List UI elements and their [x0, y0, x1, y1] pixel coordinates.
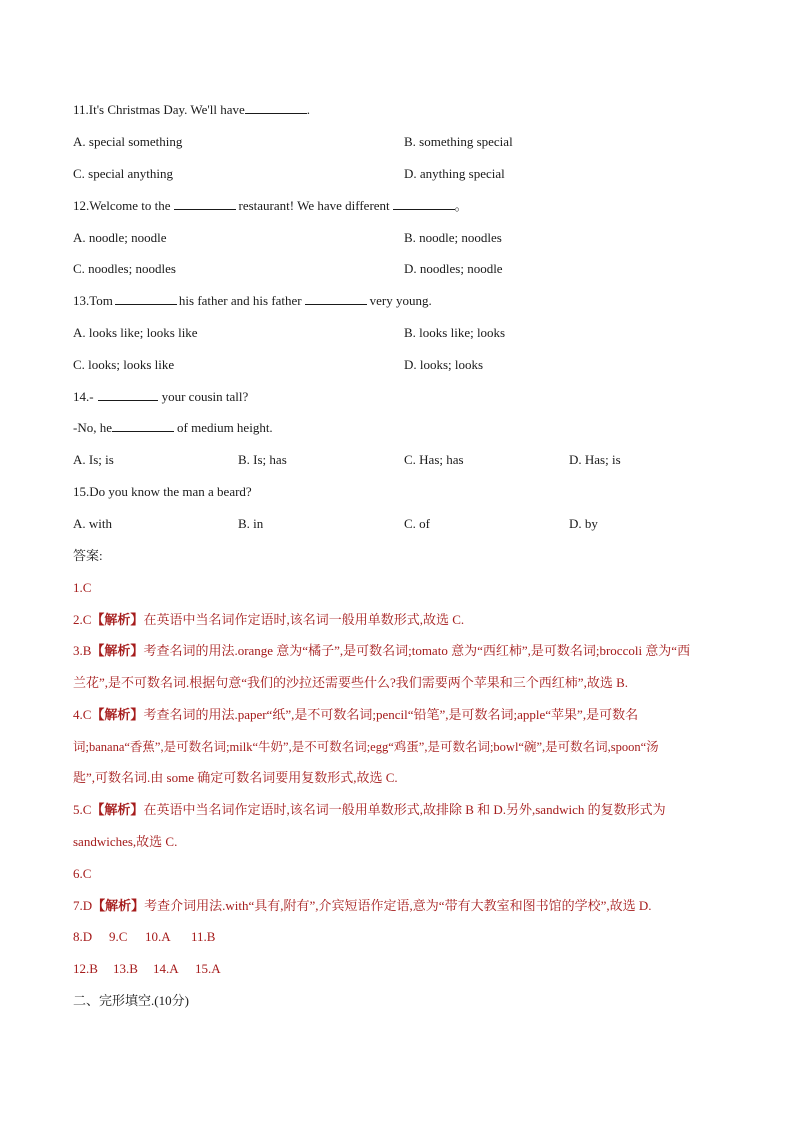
section-2-heading: 二、完形填空.(10分) [73, 993, 189, 1008]
answer-4: 4.C【解析】考查名词的用法.paper“纸”,是不可数名词;pencil“铅笔”,是可数名词;apple“苹果”,是可数名 [73, 707, 639, 722]
answers-heading: 答案: [73, 548, 103, 563]
answer-blank [245, 101, 307, 114]
answer-5: 5.C【解析】在英语中当名词作定语时,该名词一般用单数形式,故排除 B 和 D.另外,sandwich 的复数形式为 [73, 802, 666, 817]
answer-4-continued-2: 匙”,可数名词.由 some 确定可数名词要用复数形式,故选 C. [73, 770, 398, 785]
question-14-reply: -No, he of medium height. [73, 420, 273, 435]
question-14-stem: 14.- your cousin tall? [73, 389, 249, 404]
answer-blank [115, 292, 177, 305]
question-12-stem: 12.Welcome to the restaurant! We have different 。 [73, 198, 468, 213]
answer-blank [174, 197, 236, 210]
answer-3-continued: 兰花”,是不可数名词.根据句意“我们的沙拉还需要些什么?我们需要两个苹果和三个西红柿”,故选 B. [73, 675, 629, 690]
option-c: C. noodles; noodles [73, 261, 176, 276]
option-c: C. of [404, 516, 430, 531]
option-d: D. looks; looks [404, 357, 484, 372]
option-a: A. noodle; noodle [73, 230, 167, 245]
option-b: B. Is; has [238, 452, 287, 467]
analysis-tag: 【解析】 [91, 802, 144, 817]
answer-4-continued: 词;banana“香蕉”,是可数名词;milk“牛奶”,是不可数名词;egg“鸡蛋”,是可数名词;bowl“碗”,是可数名词,spoon“汤 [73, 740, 659, 754]
option-d: D. noodles; noodle [404, 261, 503, 276]
question-11-stem: 11.It's Christmas Day. We'll have . [73, 102, 311, 117]
answer-blank [98, 388, 158, 401]
option-a: A. looks like; looks like [73, 325, 198, 340]
answer-6: 6.C [73, 866, 92, 881]
option-c: C. looks; looks like [73, 357, 175, 372]
answers-row-12-15: 12.B 13.B 14.A 15.A [73, 961, 221, 976]
option-b: B. in [238, 516, 264, 531]
question-13-stem: 13.Tom his father and his father very young. [73, 293, 432, 308]
option-b: B. noodle; noodles [404, 230, 502, 245]
option-a: A. with [73, 516, 112, 531]
answer-blank [393, 197, 455, 210]
answer-blank [305, 292, 367, 305]
option-d: D. anything special [404, 166, 505, 181]
option-b: B. looks like; looks [404, 325, 506, 340]
option-c: C. special anything [73, 166, 174, 181]
analysis-tag: 【解析】 [91, 612, 144, 627]
option-a: A. special something [73, 134, 183, 149]
analysis-tag: 【解析】 [92, 898, 145, 913]
option-d: D. Has; is [569, 452, 621, 467]
answer-7: 7.D【解析】考查介词用法.with“具有,附有”,介宾短语作定语,意为“带有大教室和图书馆的学校”,故选 D. [73, 898, 652, 913]
option-d: D. by [569, 516, 598, 531]
question-15-stem: 15.Do you know the man a beard? [73, 484, 252, 499]
option-c: C. Has; has [404, 452, 464, 467]
answer-2: 2.C【解析】在英语中当名词作定语时,该名词一般用单数形式,故选 C. [73, 612, 465, 627]
analysis-tag: 【解析】 [91, 707, 144, 722]
answer-3: 3.B【解析】考查名词的用法.orange 意为“橘子”,是可数名词;tomato 意为“西红柿”,是可数名词;broccoli 意为“西 [73, 643, 691, 658]
answer-blank [112, 419, 174, 432]
answer-1: 1.C [73, 580, 92, 595]
answers-row-8-11: 8.D 9.C 10.A 11.B [73, 929, 216, 944]
option-b: B. something special [404, 134, 513, 149]
answer-5-continued: sandwiches,故选 C. [73, 834, 178, 849]
option-a: A. Is; is [73, 452, 114, 467]
analysis-tag: 【解析】 [91, 643, 144, 658]
